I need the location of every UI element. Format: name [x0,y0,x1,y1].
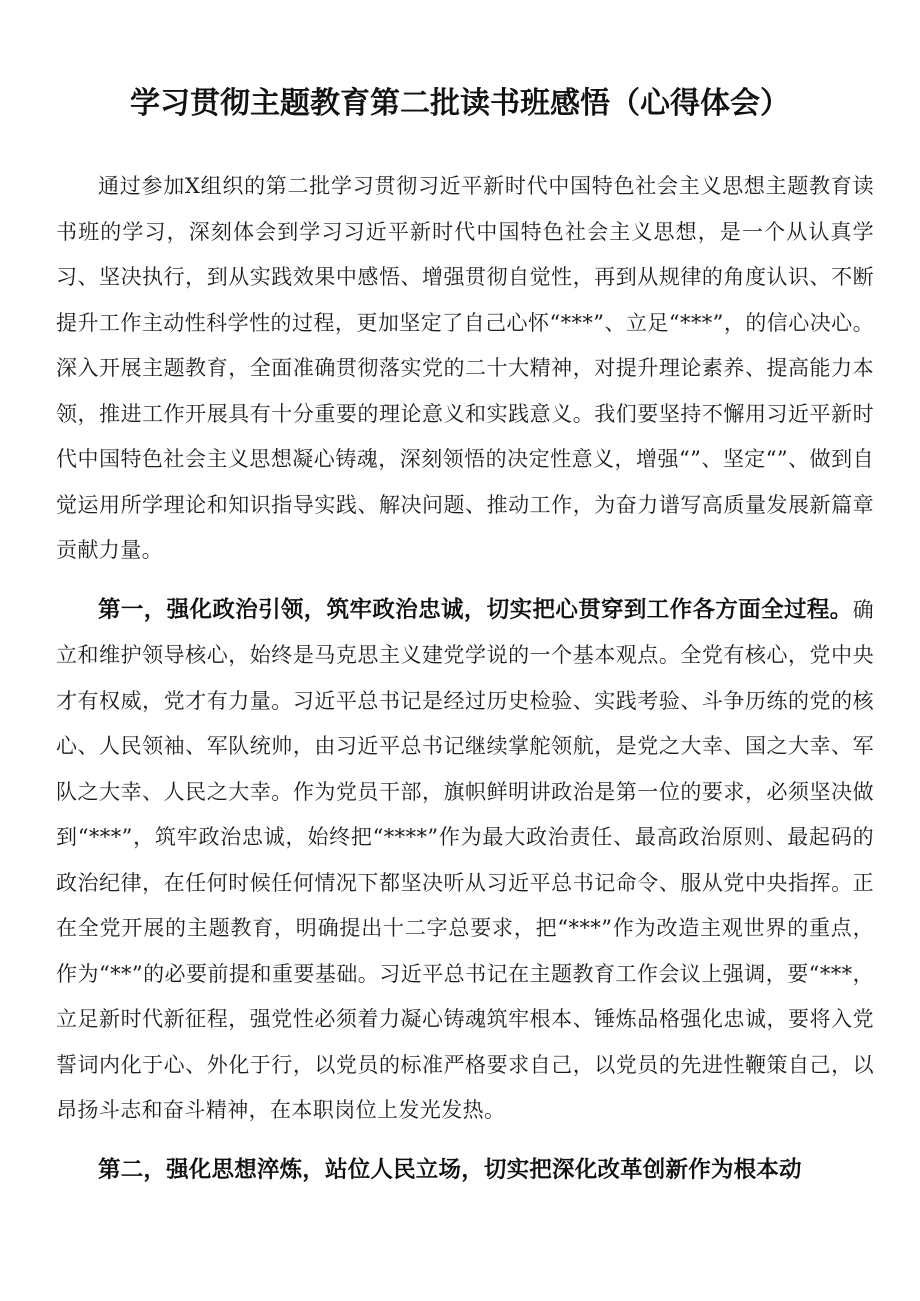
section-1-paragraph [56,588,874,1134]
document-body [56,164,874,1193]
intro-paragraph: 通过参加X组织的第二批学习贯彻习近平新时代中国特色社会主义思想主题教育读书班的学习，深刻体会到学习习近平新时代中国特色社会主义思想，是一个从认真学习、坚决执行，到从实践效果中感悟、增强贯彻自觉性，再到从规律的角度认识、不断提升工作主动性科学性的过程，更加坚定了自己心怀“***”、立足“***”，的信心决心。深入开展主题教育，全面准确贯彻落实党的二十大精神，对提升理论素养、提高能力本领，推进工作开展具有十分重要的理论意义和实践意义。我们要坚持不懈用习近平新时代中国特色社会主义思想凝心铸魂，深刻领悟的决定性意义，增强“”、坚定“”、做到自觉运用所学理论和知识指导实践、解决问题、推动工作，为奋力谱写高质量发展新篇章贡献力量。 [56,174,874,562]
section-2-paragraph [56,1148,874,1194]
document-title: 学习贯彻主题教育第二批读书班感悟（心得体会） [130,86,790,121]
section-1-body: 确立和维护领导核心，始终是马克思主义建党学说的一个基本观点。全党有核心，党中央才有权威，党才有力量。习近平总书记是经过历史检验、实践考验、斗争历练的党的核心、人民领袖、军队统帅，由习近平总书记继续掌舵领航，是党之大幸、国之大幸、军队之大幸、人民之大幸。作为党员干部，旗帜鲜明讲政治是第一位的要求，必须坚决做到“***”，筑牢政治忠诚，始终把“****”作为最大政治责任、最高政治原则、最起码的政治纪律，在任何时候任何情况下都坚决听从习近平总书记命令、服从党中央指挥。正在全党开展的主题教育，明确提出十二字总要求，把“***”作为改造主观世界的重点，作为“**”的必要前提和重要基础。习近平总书记在主题教育工作会议上强调，要“***，立足新时代新征程，强党性必须着力凝心铸魂筑牢根本、锤炼品格强化忠诚，要将入党誓词内化于心、外化于行，以党员的标准严格要求自己，以党员的先进性鞭策自己，以昂扬斗志和奋斗精神，在本职岗位上发光发热。 [56,597,874,1122]
section-2-heading: 第二，强化思想淬炼，站位人民立场，切实把深化改革创新作为根本动 [98,1156,802,1183]
section-1-heading: 第一，强化政治引领，筑牢政治忠诚，切实把心贯穿到工作各方面全过程。 [98,596,853,623]
